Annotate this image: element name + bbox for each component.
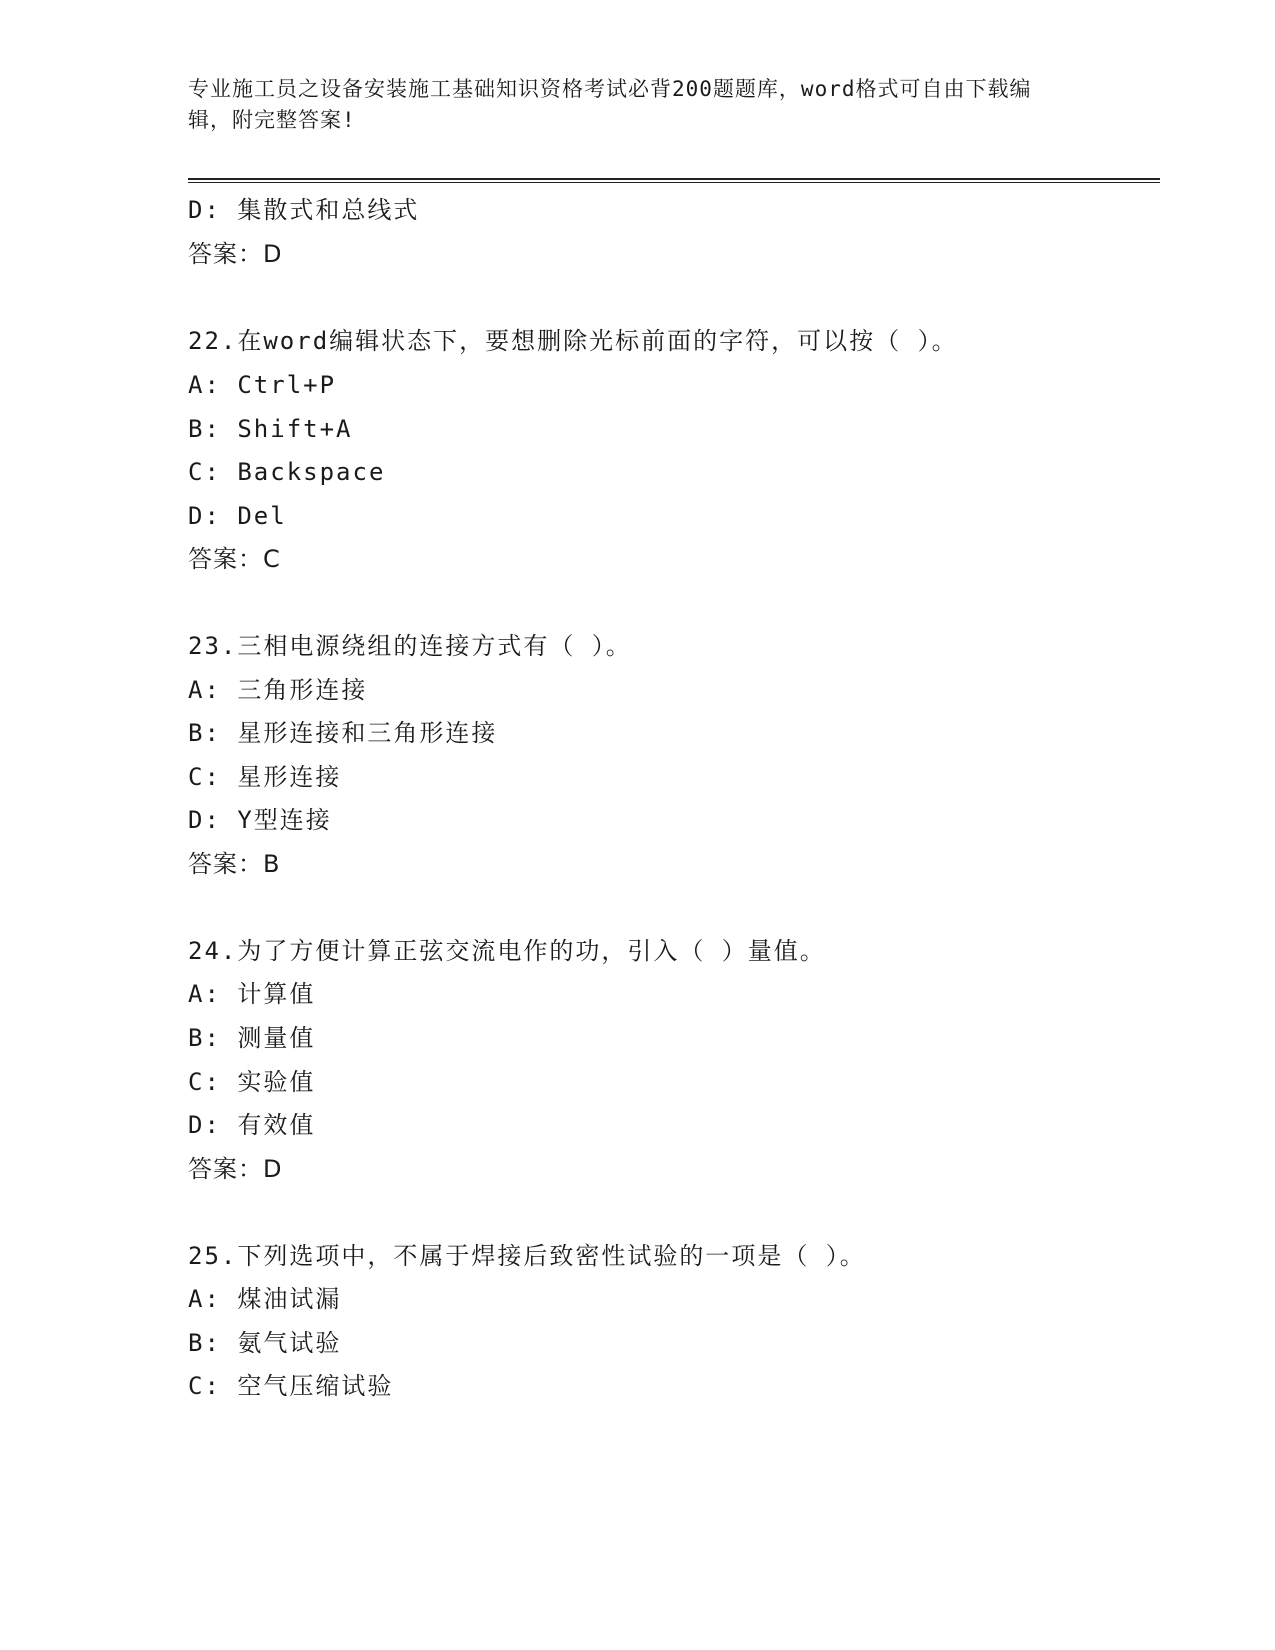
q25-option-c: C: 空气压缩试验	[188, 1372, 394, 1400]
q24-option-c: C: 实验值	[188, 1068, 316, 1096]
q23-option-a: A: 三角形连接	[188, 676, 368, 704]
q22-option-a: A: Ctrl+P	[188, 371, 337, 399]
q22-stem: 22.在word编辑状态下，要想删除光标前面的字符，可以按（ ）。	[188, 327, 958, 355]
q24-option-b: B: 测量值	[188, 1024, 316, 1052]
q21-option-d: D: 集散式和总线式	[188, 196, 420, 224]
header-divider	[188, 178, 1160, 183]
q25-option-b: B: 氨气试验	[188, 1329, 342, 1357]
q25-stem: 25.下列选项中，不属于焊接后致密性试验的一项是（ ）。	[188, 1242, 866, 1270]
q24-stem: 24.为了方便计算正弦交流电作的功，引入（ ）量值。	[188, 937, 826, 965]
q23-stem: 23.三相电源绕组的连接方式有（ ）。	[188, 632, 632, 660]
q23-option-b: B: 星形连接和三角形连接	[188, 719, 498, 747]
q23-option-c: C: 星形连接	[188, 763, 342, 791]
q24-answer: 答案：D	[188, 1155, 283, 1183]
q24-option-d: D: 有效值	[188, 1111, 316, 1139]
q23-option-d: D: Y型连接	[188, 806, 332, 834]
q22-answer: 答案：C	[188, 545, 281, 573]
q22-option-b: B: Shift+A	[188, 415, 353, 443]
q21-answer: 答案：D	[188, 240, 283, 268]
q22-option-d: D: Del	[188, 502, 287, 530]
q25-option-a: A: 煤油试漏	[188, 1285, 342, 1313]
document-header: 专业施工员之设备安装施工基础知识资格考试必背200题题库，word格式可自由下载编辑，附完整答案!	[188, 77, 1032, 132]
q24-option-a: A: 计算值	[188, 980, 316, 1008]
q22-option-c: C: Backspace	[188, 458, 386, 486]
q23-answer: 答案：B	[188, 850, 281, 878]
